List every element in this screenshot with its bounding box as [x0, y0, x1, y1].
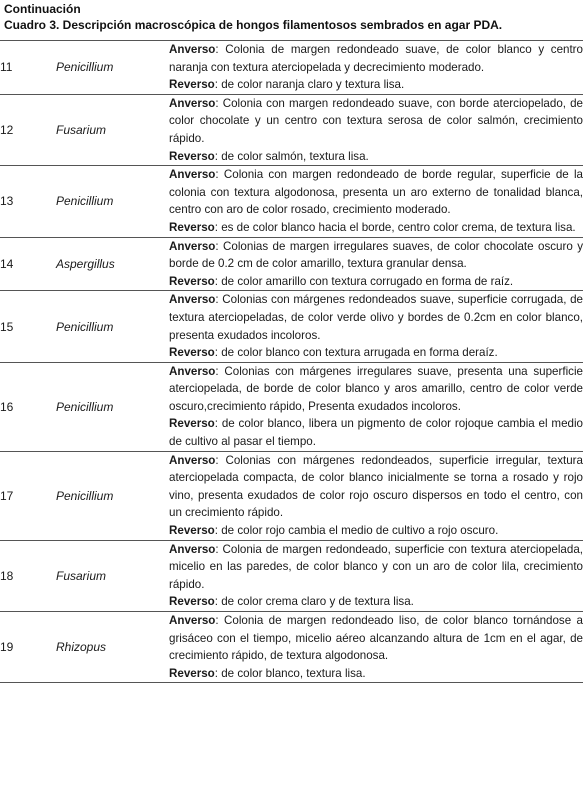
reverso-label: Reverso	[169, 417, 215, 431]
table-row	[0, 94, 583, 165]
table-row	[0, 451, 583, 540]
anverso-text: : Colonias con márgenes irregulares suave, presenta una superficie aterciopelada, de borde de color blanco y aros amarillo, centro de color verde oscuro,crecimiento rápido, Presenta exudados incoloros.	[169, 364, 583, 413]
reverso-line	[169, 76, 583, 94]
reverso-line	[169, 273, 583, 291]
reverso-line	[169, 665, 583, 683]
anverso-label: Anverso	[169, 542, 216, 556]
genus-name: Fusarium	[56, 540, 169, 611]
anverso-text: : Colonias con márgenes redondeados suave, superficie corrugada, de textura aterciopeladas, de color verde olivo y bordes de 0.2cm en color blanco, presenta exudados incoloros.	[169, 293, 583, 342]
reverso-label: Reverso	[169, 346, 215, 360]
reverso-label: Reverso	[169, 149, 215, 163]
row-number: 16	[0, 362, 56, 451]
row-number: 11	[0, 41, 56, 95]
row-number: 18	[0, 540, 56, 611]
description-cell	[169, 291, 583, 362]
anverso-text: : Colonias de margen irregulares suaves, de color chocolate oscuro y borde de 0.2 cm de color amarillo, textura granular densa.	[169, 239, 583, 271]
table-row	[0, 291, 583, 362]
reverso-label: Reverso	[169, 666, 215, 680]
reverso-line	[169, 522, 583, 540]
anverso-text: : Colonia con margen redondeado de borde regular, superficie de la colonia con textura algodonosa, presenta un aro externo de tonalidad blanca, centro con aro de color rosado, crecimiento moderado.	[169, 168, 583, 217]
description-cell	[169, 166, 583, 237]
anverso-text: : Colonia con margen redondeado suave, con borde aterciopelado, de color chocolate y un centro con textura serosa de color salmón, crecimiento rápido.	[169, 96, 583, 145]
anverso-label: Anverso	[169, 453, 216, 467]
reverso-line	[169, 148, 583, 166]
anverso-line	[169, 612, 583, 665]
description-cell	[169, 612, 583, 683]
description-cell	[169, 362, 583, 451]
reverso-text: : de color amarillo con textura corrugado en forma de raíz.	[214, 274, 514, 288]
reverso-label: Reverso	[169, 220, 215, 234]
table-caption: Cuadro 3. Descripción macroscópica de hongos filamentosos sembrados en agar PDA.	[4, 18, 503, 32]
row-number: 19	[0, 612, 56, 683]
reverso-label: Reverso	[169, 524, 215, 538]
row-number: 13	[0, 166, 56, 237]
description-cell	[169, 237, 583, 291]
reverso-line	[169, 593, 583, 611]
reverso-line	[169, 219, 583, 237]
anverso-line	[169, 238, 583, 273]
anverso-text: : Colonia de margen redondeado suave, de color blanco y centro naranja con textura aterciopelada y decrecimiento moderado.	[169, 43, 583, 74]
table-row	[0, 237, 583, 291]
reverso-text: : de color blanco con textura arrugada en forma deraíz.	[214, 346, 498, 360]
continuation-label: Continuación	[4, 2, 81, 16]
reverso-text: : de color blanco, libera un pigmento de color rojoque cambia el medio de cultivo al pasar el tiempo.	[169, 417, 583, 449]
table-row	[0, 540, 583, 611]
anverso-text: : Colonia de margen redondeado liso, de color blanco tornándose a grisáceo con el tiempo, micelio aéreo alcanzando altura de 1cm en el agar, de crecimiento rápido, de textura algodonosa.	[169, 614, 583, 663]
anverso-line	[169, 363, 583, 416]
reverso-label: Reverso	[169, 595, 215, 609]
anverso-line	[169, 95, 583, 148]
reverso-line	[169, 415, 583, 450]
anverso-text: : Colonias con márgenes redondeados, superficie irregular, textura aterciopelada compacta, de color blanco inicialmente se torna a rosado y rojo vino, presenta exudados de color rojo oscuro dispersos en todo el centro, con un crecimiento rápido.	[169, 453, 583, 520]
row-number: 17	[0, 451, 56, 540]
reverso-text: : de color salmón, textura lisa.	[214, 149, 369, 163]
genus-name: Fusarium	[56, 94, 169, 165]
reverso-text: : de color blanco, textura lisa.	[214, 666, 366, 680]
anverso-line	[169, 41, 583, 76]
reverso-label: Reverso	[169, 78, 215, 92]
genus-name: Penicillium	[56, 451, 169, 540]
anverso-label: Anverso	[169, 168, 216, 182]
reverso-line	[169, 344, 583, 362]
anverso-label: Anverso	[169, 96, 216, 110]
table-row	[0, 166, 583, 237]
anverso-label: Anverso	[169, 364, 216, 378]
row-number: 12	[0, 94, 56, 165]
anverso-label: Anverso	[169, 239, 216, 253]
reverso-text: : es de color blanco hacia el borde, centro color crema, de textura lisa.	[214, 220, 576, 234]
reverso-text: : de color rojo cambia el medio de cultivo a rojo oscuro.	[214, 524, 499, 538]
table-row	[0, 612, 583, 683]
reverso-text: : de color naranja claro y textura lisa.	[214, 78, 405, 92]
reverso-label: Reverso	[169, 274, 215, 288]
description-cell	[169, 451, 583, 540]
description-cell	[169, 41, 583, 95]
anverso-label: Anverso	[169, 614, 216, 627]
anverso-label: Anverso	[169, 293, 216, 307]
anverso-line	[169, 541, 583, 594]
genus-name: Penicillium	[56, 291, 169, 362]
reverso-text: : de color crema claro y de textura lisa.	[214, 595, 414, 609]
row-number: 14	[0, 237, 56, 291]
description-cell	[169, 540, 583, 611]
genus-name: Aspergillus	[56, 237, 169, 291]
fungi-description-table	[0, 40, 583, 683]
genus-name: Penicillium	[56, 41, 169, 95]
row-number: 15	[0, 291, 56, 362]
table-row	[0, 362, 583, 451]
genus-name: Rhizopus	[56, 612, 169, 683]
table-row	[0, 41, 583, 95]
anverso-label: Anverso	[169, 43, 216, 56]
anverso-line	[169, 452, 583, 522]
anverso-text: : Colonia de margen redondeado, superficie con textura aterciopelada, micelio en las paredes, de color blanco y con un aro de color lila, crecimiento rápido.	[169, 542, 583, 591]
anverso-line	[169, 291, 583, 344]
genus-name: Penicillium	[56, 166, 169, 237]
genus-name: Penicillium	[56, 362, 169, 451]
description-cell	[169, 94, 583, 165]
anverso-line	[169, 166, 583, 219]
